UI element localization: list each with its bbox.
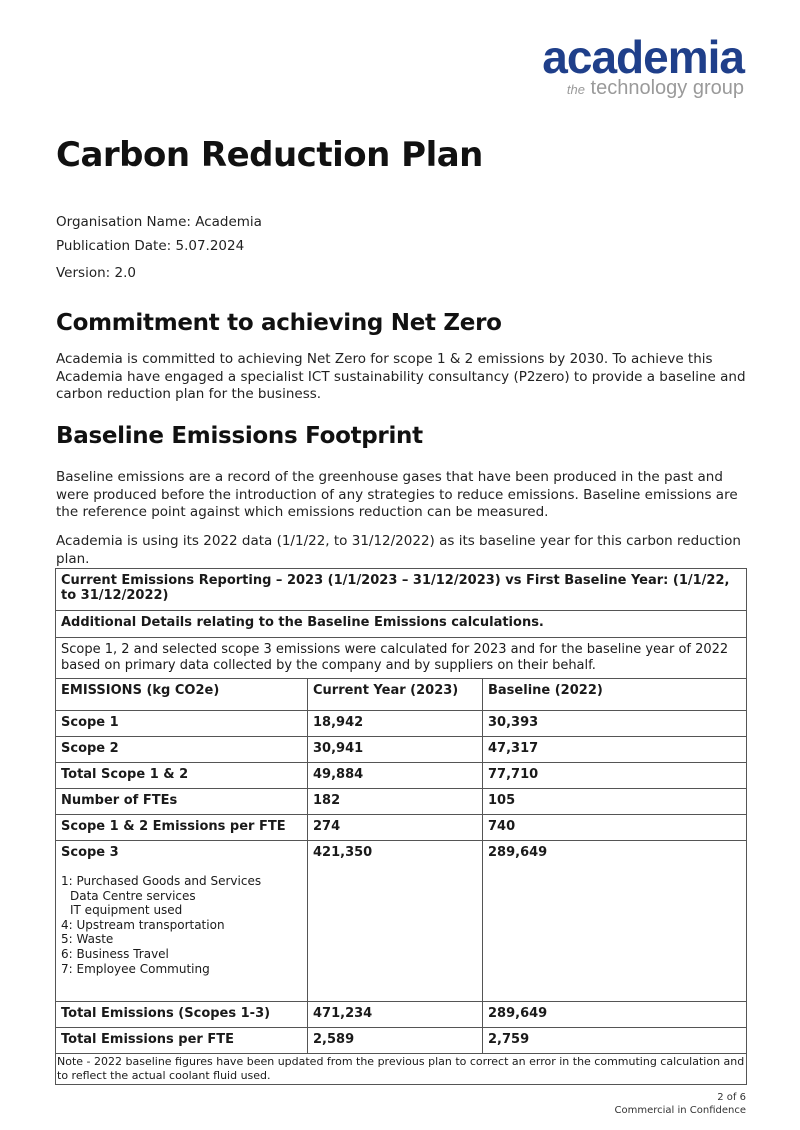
table-row (56, 1028, 746, 1054)
baseline-value: 289,649 (488, 845, 548, 860)
baseline-value: 740 (488, 819, 516, 834)
current-value: 30,941 (308, 737, 483, 762)
row-label: Scope 1 (56, 711, 308, 736)
table-subheader: Additional Details relating to the Baseline Emissions calculations. (61, 615, 544, 630)
academia-logo (542, 31, 744, 100)
page-footer (614, 1091, 746, 1117)
current-value: 2,589 (308, 1028, 483, 1053)
list-item: 1: Purchased Goods and Services (61, 874, 262, 888)
baseline-value: 2,759 (488, 1032, 530, 1047)
scope3-label: Scope 3 (61, 845, 119, 860)
baseline-value: 77,710 (488, 767, 539, 782)
table-row (56, 737, 746, 763)
row-label: Scope 2 (56, 737, 308, 762)
table-header-row (56, 679, 746, 711)
column-header: EMISSIONS (kg CO2e) (56, 679, 308, 710)
current-value: 274 (308, 815, 483, 840)
baseline-value: 289,649 (488, 1006, 548, 1021)
logo-wordmark: academia (542, 31, 744, 83)
table-row (56, 789, 746, 815)
current-value: 182 (308, 789, 483, 814)
table-note: Note - 2022 baseline figures have been updated from the previous plan to correct an error in the commuting calculation and to reflect the actual coolant fluid used. (57, 1055, 745, 1082)
logo-tagline-the: the (566, 82, 585, 97)
baseline-year-text: Academia is using its 2022 data (1/1/22, to 31/12/2022) as its baseline year for this carbon reduction plan. (56, 533, 741, 567)
table-note-row (56, 1054, 746, 1084)
list-item: 5: Waste (61, 932, 114, 947)
current-value: 421,350 (308, 841, 483, 1001)
table-title-row (56, 569, 746, 611)
publication-date: Publication Date: 5.07.2024 (56, 238, 245, 254)
emissions-table (55, 568, 747, 1085)
page-number: 2 of 6 (717, 1092, 746, 1103)
organisation-name: Organisation Name: Academia (56, 214, 262, 230)
current-value: 18,942 (308, 711, 483, 736)
list-item: 7: Employee Commuting (61, 961, 210, 976)
current-value: 471,234 (308, 1002, 483, 1027)
baseline-value: 105 (488, 793, 516, 808)
table-row (56, 711, 746, 737)
list-item: 6: Business Travel (61, 946, 169, 961)
logo-tagline-text: technology group (590, 77, 744, 99)
current-value: 49,884 (308, 763, 483, 788)
commitment-text: Academia is committed to achieving Net Zero for scope 1 & 2 emissions by 2030. To achieve this Academia have engaged a specialist ICT sustainability consultancy (P2zero) to provide a baseline and carbon reduction plan for the business. (56, 351, 746, 402)
confidentiality-label: Commercial in Confidence (614, 1105, 746, 1116)
column-header: Baseline (2022) (488, 683, 603, 698)
table-title: Current Emissions Reporting – 2023 (1/1/2023 – 31/12/2023) vs First Baseline Year: (1/1/22, to 31/12/2022) (61, 573, 730, 603)
list-item: Data Centre services (70, 888, 196, 903)
baseline-heading: Baseline Emissions Footprint (56, 423, 423, 449)
baseline-value: 47,317 (488, 741, 539, 756)
row-label: Total Emissions (Scopes 1-3) (56, 1002, 308, 1027)
row-label: Total Emissions per FTE (56, 1028, 308, 1053)
logo-tagline (542, 78, 744, 100)
table-row (56, 763, 746, 789)
table-description: Scope 1, 2 and selected scope 3 emissions were calculated for 2023 and for the baseline year of 2022 based on primary data collected by the company and by suppliers on their behalf. (61, 642, 729, 673)
page-title: Carbon Reduction Plan (56, 135, 483, 175)
table-row (56, 815, 746, 841)
column-header: Current Year (2023) (308, 679, 483, 710)
baseline-text: Baseline emissions are a record of the greenhouse gases that have been produced in the past and were produced before the introduction of any strategies to reduce emissions. Baseline emissions are the reference point against which emissions reduction can be measured. (56, 469, 738, 520)
table-row (56, 1002, 746, 1028)
list-item: IT equipment used (70, 903, 183, 918)
commitment-heading: Commitment to achieving Net Zero (56, 310, 502, 336)
table-subheader-row (56, 611, 746, 638)
table-description-row (56, 638, 746, 679)
row-label: Scope 1 & 2 Emissions per FTE (56, 815, 308, 840)
scope3-row (56, 841, 746, 1002)
baseline-value: 30,393 (488, 715, 539, 730)
row-label: Total Scope 1 & 2 (56, 763, 308, 788)
scope3-category-list (61, 874, 302, 976)
row-label: Number of FTEs (56, 789, 308, 814)
version: Version: 2.0 (56, 265, 136, 281)
scope3-label-cell (56, 841, 308, 1001)
list-item: 4: Upstream transportation (61, 917, 225, 932)
